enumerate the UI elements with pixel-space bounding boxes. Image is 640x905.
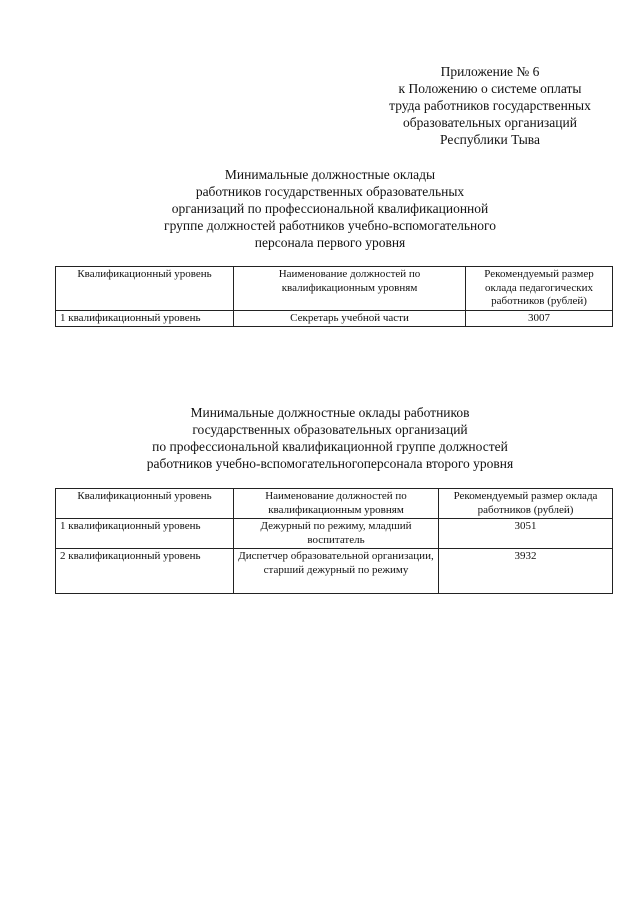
header-cell: Квалификационный уровень bbox=[56, 489, 234, 519]
section1-table bbox=[55, 266, 613, 327]
table-header-row bbox=[56, 489, 613, 519]
header-cell: Рекомендуемый размер оклада педагогических работников (рублей) bbox=[466, 267, 613, 311]
appendix-line: образовательных организаций bbox=[403, 115, 577, 130]
header-cell: Наименование должностей по квалификационным уровням bbox=[234, 267, 466, 311]
table-cell: Диспетчер образовательной организации, старший дежурный по режиму bbox=[234, 549, 439, 594]
table-cell: 1 квалификационный уровень bbox=[56, 519, 234, 549]
section1-title-line: персонала первого уровня bbox=[254, 235, 406, 250]
appendix-line: Приложение № 6 bbox=[440, 64, 540, 79]
table-row bbox=[56, 519, 613, 549]
section2-title bbox=[80, 404, 580, 472]
section1-title-line: группе должностей работников учебно-вспомогательного bbox=[164, 218, 496, 233]
section2-title-line: Минимальные должностные оклады работников bbox=[190, 405, 470, 420]
appendix-line: труда работников государственных bbox=[389, 98, 591, 113]
section2-table bbox=[55, 488, 613, 594]
section1-title bbox=[80, 166, 580, 251]
section1-title-line: организаций по профессиональной квалификационной bbox=[171, 201, 489, 216]
table-cell: 3051 bbox=[439, 519, 613, 549]
table-header-row bbox=[56, 267, 613, 311]
table-row bbox=[56, 310, 613, 327]
table-row bbox=[56, 549, 613, 594]
appendix-header bbox=[340, 63, 640, 148]
header-cell: Наименование должностей по квалификационным уровням bbox=[234, 489, 439, 519]
section2-title-line: работников учебно-вспомогательногоперсонала второго уровня bbox=[146, 456, 514, 471]
section2-title-line: по профессиональной квалификационной группе должностей bbox=[152, 439, 508, 454]
section1-title-line: работников государственных образовательных bbox=[195, 184, 465, 199]
section1-title-line: Минимальные должностные оклады bbox=[224, 167, 436, 182]
table-cell: 2 квалификационный уровень bbox=[56, 549, 234, 594]
header-cell: Рекомендуемый размер оклада работников (рублей) bbox=[439, 489, 613, 519]
table-cell: 3932 bbox=[439, 549, 613, 594]
table-cell: Секретарь учебной части bbox=[234, 310, 466, 327]
table-cell: 3007 bbox=[466, 310, 613, 327]
appendix-line: Республики Тыва bbox=[440, 132, 540, 147]
appendix-line: к Положению о системе оплаты bbox=[398, 81, 582, 96]
table-cell: Дежурный по режиму, младший воспитатель bbox=[234, 519, 439, 549]
section2-title-line: государственных образовательных организаций bbox=[192, 422, 468, 437]
table-cell: 1 квалификационный уровень bbox=[56, 310, 234, 327]
header-cell: Квалификационный уровень bbox=[56, 267, 234, 311]
